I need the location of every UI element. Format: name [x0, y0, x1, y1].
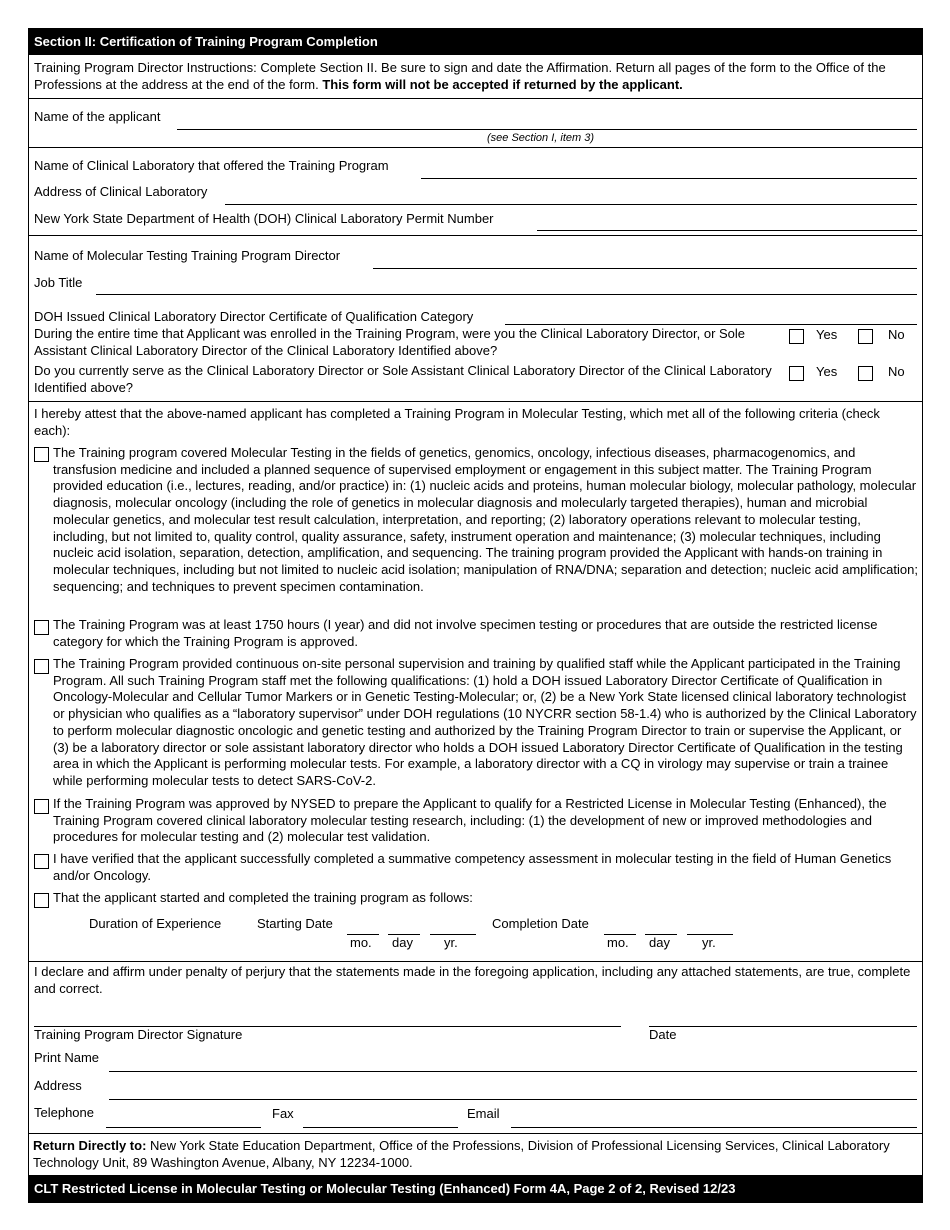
q1-no-label: No	[888, 327, 905, 342]
return-bold: Return Directly to:	[33, 1138, 147, 1153]
attest-intro: I hereby attest that the above-named applicant has completed a Training Program in Molecular Testing, which met all of the following criteria (check each):	[34, 406, 880, 438]
email-label: Email	[467, 1106, 500, 1121]
q2-yes-label: Yes	[816, 364, 838, 379]
form-footer: CLT Restricted License in Molecular Testing or Molecular Testing (Enhanced) Form 4A, Page 2 of 2, Revised 12/23	[29, 1175, 922, 1203]
question-1: During the entire time that Applicant was enrolled in the Training Program, were you the Clinical Laboratory Director, or Sole Assistant Clinical Laboratory Director of the Clinical Laboratory Identified above?	[34, 326, 746, 358]
duration-label: Duration of Experience	[89, 916, 222, 931]
divider	[29, 147, 922, 148]
criteria-4-checkbox[interactable]	[34, 799, 49, 814]
cq-category-field[interactable]	[505, 324, 917, 325]
q2-yes-checkbox[interactable]	[789, 366, 804, 381]
director-name-label: Name of Molecular Testing Training Program Director	[34, 248, 341, 263]
job-title-field[interactable]	[96, 294, 917, 295]
divider	[29, 961, 922, 962]
criteria-4-text: If the Training Program was approved by NYSED to prepare the Applicant to qualify for a Restricted License in Molecular Testing (Enhanced), the Training Program covered clinical laboratory molecular testing research, including: (1) the development of new or improved methodologies and procedures for molecular testing and (2) molecular test validation.	[53, 796, 887, 845]
q1-yes-checkbox[interactable]	[789, 329, 804, 344]
telephone-field[interactable]	[106, 1127, 261, 1128]
lab-address-label: Address of Clinical Laboratory	[34, 184, 208, 199]
date-field[interactable]	[649, 1026, 917, 1027]
divider	[29, 401, 922, 402]
end-month-label: mo.	[607, 935, 629, 950]
question-2: Do you currently serve as the Clinical Laboratory Director or Sole Assistant Clinical Laboratory Director of the Clinical Laboratory Identified above?	[34, 363, 772, 395]
signature-label: Training Program Director Signature	[34, 1027, 243, 1042]
end-day-label: day	[649, 935, 670, 950]
address-field[interactable]	[109, 1099, 917, 1100]
start-day-label: day	[392, 935, 413, 950]
applicant-name-label: Name of the applicant	[34, 109, 161, 124]
certification-form	[28, 28, 923, 1203]
q2-no-label: No	[888, 364, 905, 379]
job-title-label: Job Title	[34, 275, 83, 290]
criteria-2-checkbox[interactable]	[34, 620, 49, 635]
fax-label: Fax	[272, 1106, 294, 1121]
criteria-5-text: I have verified that the applicant successfully completed a summative competency assessment in molecular testing in the field of Human Genetics and/or Oncology.	[53, 851, 892, 883]
lab-name-field[interactable]	[421, 178, 917, 179]
lab-permit-label: New York State Department of Health (DOH) Clinical Laboratory Permit Number	[34, 211, 494, 226]
criteria-1-text: The Training program covered Molecular Testing in the fields of genetics, genomics, oncology, infectious diseases, pharmacogenomics, and transfusion medicine and included a planned sequence of supervised employment or engagement in this subject matter. The Training Program provided education (i.e., lectures, reading, and/or practice) in: (1) nucleic acids and proteins, human molecular biology, molecular pathology, molecular diagnosis, molecular oncology (including the role of genetics in molecular diagnosis and molecularly targeted therapies), human and microbial molecular genetics, and molecular test result calculation, interpretation, and reporting; (2) laboratory operations relevant to molecular testing, including, but not limited to, quality control, quality assurance, safety, instrument operation and maintenance; (3) molecular techniques, including nucleic acid isolation, separation, detection, amplification, and sequencing. The training program provided the Applicant with hands-on training in molecular techniques, including but not limited to nucleic acid isolation; manipulation of RNA/DNA; separation and detection; nucleic acid amplification; sequencing; and techniques to prevent specimen contamination.	[53, 445, 918, 594]
criteria-5-checkbox[interactable]	[34, 854, 49, 869]
divider	[29, 235, 922, 236]
fax-field[interactable]	[303, 1127, 458, 1128]
lab-address-field[interactable]	[225, 204, 917, 205]
cq-category-label: DOH Issued Clinical Laboratory Director Certificate of Qualification Category	[34, 309, 474, 324]
address-label: Address	[34, 1078, 82, 1093]
divider	[29, 98, 922, 99]
completion-date-label: Completion Date	[492, 916, 589, 931]
q2-no-checkbox[interactable]	[858, 366, 873, 381]
criteria-3-checkbox[interactable]	[34, 659, 49, 674]
q1-yes-label: Yes	[816, 327, 838, 342]
criteria-3-text: The Training Program provided continuous on-site personal supervision and training by qualified staff while the Applicant participated in the Training Program. All such Training Program staff met the following qualifications: (1) hold a DOH issued Laboratory Director Certificate of Qualification in Oncology-Molecular and Cellular Tumor Markers or in Genetic Testing-Molecular; or, (2) be a New York State licensed clinical laboratory technologist or physician who qualifies as a “laboratory supervisor” under DOH regulations (10 NYCRR section 58-1.4) who is authorized by the Clinical Laboratory to perform molecular diagnostic oncologic and genetic testing and authorized by the Training Program Director to train or supervise the Applicant, or (3) be a laboratory director or sole assistant laboratory director who holds a DOH issued Laboratory Director Certificate of Qualification in the testing area in which the Applicant is performing molecular tests. For example, a laboratory director with a CQ in virology may supervise or train a trainee while performing molecular tests to detect SARS-CoV-2.	[53, 656, 917, 788]
print-name-label: Print Name	[34, 1050, 100, 1065]
criteria-6-checkbox[interactable]	[34, 893, 49, 908]
affirmation-text: I declare and affirm under penalty of perjury that the statements made in the foregoing application, including any attached statements, are true, complete and correct.	[34, 964, 911, 996]
lab-permit-field[interactable]	[537, 230, 917, 231]
return-text: New York State Education Department, Office of the Professions, Division of Professional Licensing Services, Clinical Laboratory Technology Unit, 89 Washington Avenue, Albany, NY 12234-1000.	[33, 1138, 890, 1170]
start-year-label: yr.	[444, 935, 458, 950]
instructions	[34, 60, 919, 93]
criteria-6-text: That the applicant started and completed the training program as follows:	[53, 890, 473, 905]
section-header: Section II: Certification of Training Program Completion	[29, 29, 922, 55]
date-label: Date	[649, 1027, 677, 1042]
instructions-text: Training Program Director Instructions: Complete Section II. Be sure to sign and date the Affirmation. Return all pages of the form to the Office of the Professions at the address at the end of the form.	[34, 60, 886, 92]
start-month-label: mo.	[350, 935, 372, 950]
lab-name-label: Name of Clinical Laboratory that offered the Training Program	[34, 158, 389, 173]
divider	[29, 1133, 922, 1134]
starting-date-label: Starting Date	[257, 916, 333, 931]
applicant-note: (see Section I, item 3)	[487, 132, 594, 144]
email-field[interactable]	[511, 1127, 917, 1128]
instructions-bold: This form will not be accepted if returned by the applicant.	[322, 76, 683, 92]
return-address	[33, 1138, 919, 1171]
criteria-1-checkbox[interactable]	[34, 447, 49, 462]
q1-no-checkbox[interactable]	[858, 329, 873, 344]
end-year-label: yr.	[702, 935, 716, 950]
print-name-field[interactable]	[109, 1071, 917, 1072]
criteria-2-text: The Training Program was at least 1750 hours (I year) and did not involve specimen testing or procedures that are outside the restricted license category for which the Training Program is approved.	[53, 617, 878, 649]
director-name-field[interactable]	[373, 268, 917, 269]
telephone-label: Telephone	[34, 1105, 94, 1120]
